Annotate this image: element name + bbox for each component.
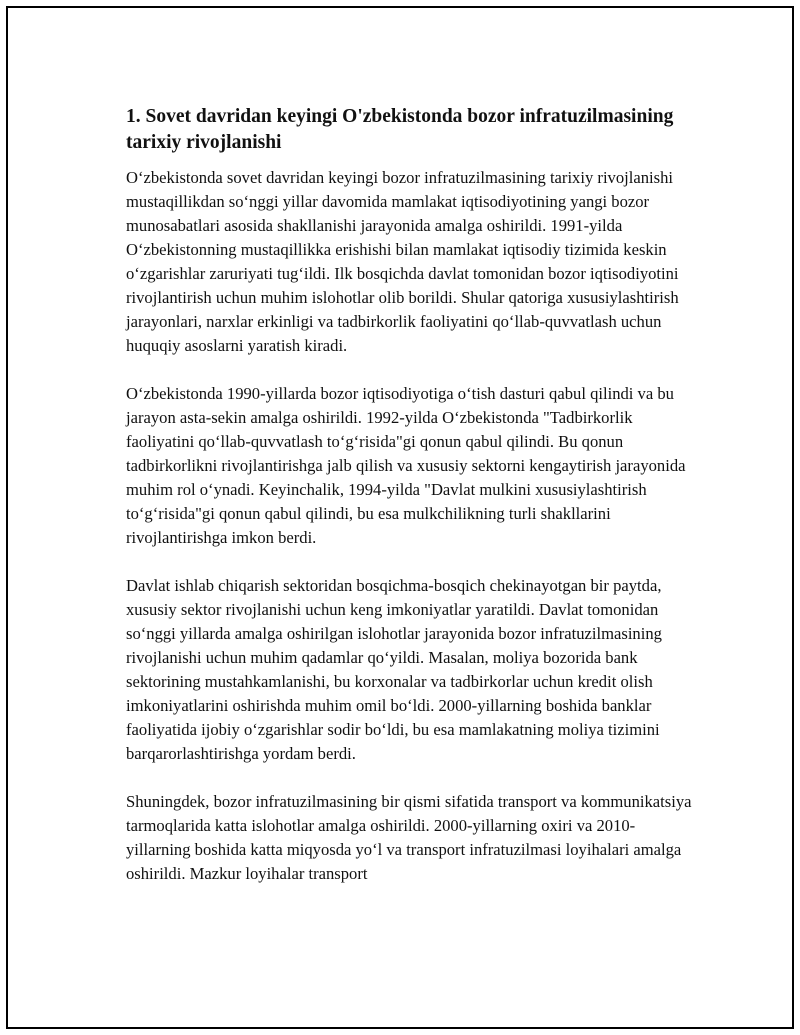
paragraph-2: O‘zbekistonda 1990-yillarda bozor iqtisodiyotiga o‘tish dasturi qabul qilindi va bu jarayon asta-sekin amalga oshirildi. 1992-yilda O‘zbekistonda "Tadbirkorlik faoliyatini qo‘llab-quvvatlash to‘g‘risida"gi qonun qabul qilindi. Bu qonun tadbirkorlikni rivojlantirishga jalb qilish va xususiy sektorni kengaytirish jarayonida muhim rol o‘ynadi. Keyinchalik, 1994-yilda "Davlat mulkini xususiylashtirish to‘g‘risida"gi qonun qabul qilindi, bu esa mulkchilikning turli shakllarini rivojlantirishga imkon berdi.: [126, 384, 686, 547]
paragraph-1: O‘zbekistonda sovet davridan keyingi bozor infratuzilmasining tarixiy rivojlanishi mustaqillikdan so‘nggi yillar davomida mamlakat iqtisodiyotining yangi bozor munosabatlari asosida shakllanishi jarayonida amalga oshirildi. 1991-yilda O‘zbekistonning mustaqillikka erishishi bilan mamlakat iqtisodiy tizimida keskin o‘zgarishlar zaruriyati tug‘ildi. Ilk bosqichda davlat tomonidan bozor iqtisodiyotini rivojlantirish uchun muhim islohotlar olib borildi. Shular qatoriga xususiylashtirish jarayonlari, narxlar erkinligi va tadbirkorlik faoliyatini qo‘llab-quvvatlash uchun huquqiy asoslarni yaratish kiradi.: [126, 168, 679, 355]
document-title: 1. Sovet davridan keyingi O'zbekistonda bozor infratuzilmasining tarixiy rivojlanishi: [126, 106, 674, 153]
document-body: [126, 104, 696, 886]
page-frame: [6, 6, 794, 1029]
paragraph-4: Shuningdek, bozor infratuzilmasining bir qismi sifatida transport va kommunikatsiya tarmoqlarida katta islohotlar amalga oshirildi. 2000-yillarning oxiri va 2010-yillarning boshida katta miqyosda yo‘l va transport infratuzilmasi loyihalari amalga oshirildi. Mazkur loyihalar transport: [126, 792, 692, 883]
paragraph-3: Davlat ishlab chiqarish sektoridan bosqichma-bosqich chekinayotgan bir paytda, xususiy sektor rivojlanishi uchun keng imkoniyatlar yaratildi. Davlat tomonidan so‘nggi yillarda amalga oshirilgan islohotlar jarayonida bozor infratuzilmasining rivojlanishi uchun muhim qadamlar qo‘yildi. Masalan, moliya bozorida bank sektorining mustahkamlanishi, bu korxonalar va tadbirkorlar uchun kredit olish imkoniyatlarini oshirishda muhim omil bo‘ldi. 2000-yillarning boshida banklar faoliyatida ijobiy o‘zgarishlar sodir bo‘ldi, bu esa mamlakatning moliya tizimini barqarorlashtirishga yordam berdi.: [126, 576, 662, 763]
